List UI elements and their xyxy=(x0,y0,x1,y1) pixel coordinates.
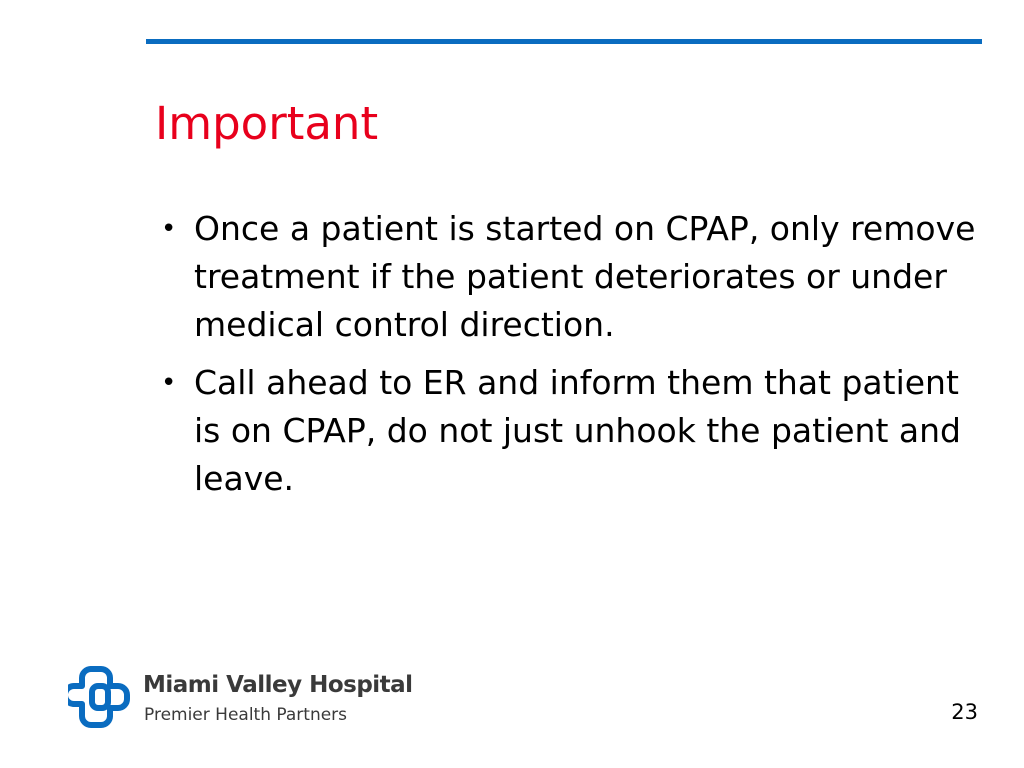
bullet-icon: • xyxy=(161,214,177,244)
bullet-text: Call ahead to ER and inform them that patient is on CPAP, do not just unhook the patient and leave. xyxy=(194,363,961,498)
page-number: 23 xyxy=(951,700,978,724)
bullet-text: Once a patient is started on CPAP, only remove treatment if the patient deteriorates or under medical control direction. xyxy=(194,209,976,344)
interlocking-loops-cross-icon xyxy=(68,664,132,730)
bullet-item xyxy=(157,359,977,503)
slide-title: Important xyxy=(155,97,379,150)
bullet-list xyxy=(157,205,977,513)
bullet-item xyxy=(157,205,977,349)
logo-name: Miami Valley Hospital xyxy=(143,672,413,698)
bullet-icon: • xyxy=(161,368,177,398)
logo-subtitle: Premier Health Partners xyxy=(144,705,348,725)
top-divider-line xyxy=(146,39,982,44)
hospital-logo xyxy=(68,664,428,734)
